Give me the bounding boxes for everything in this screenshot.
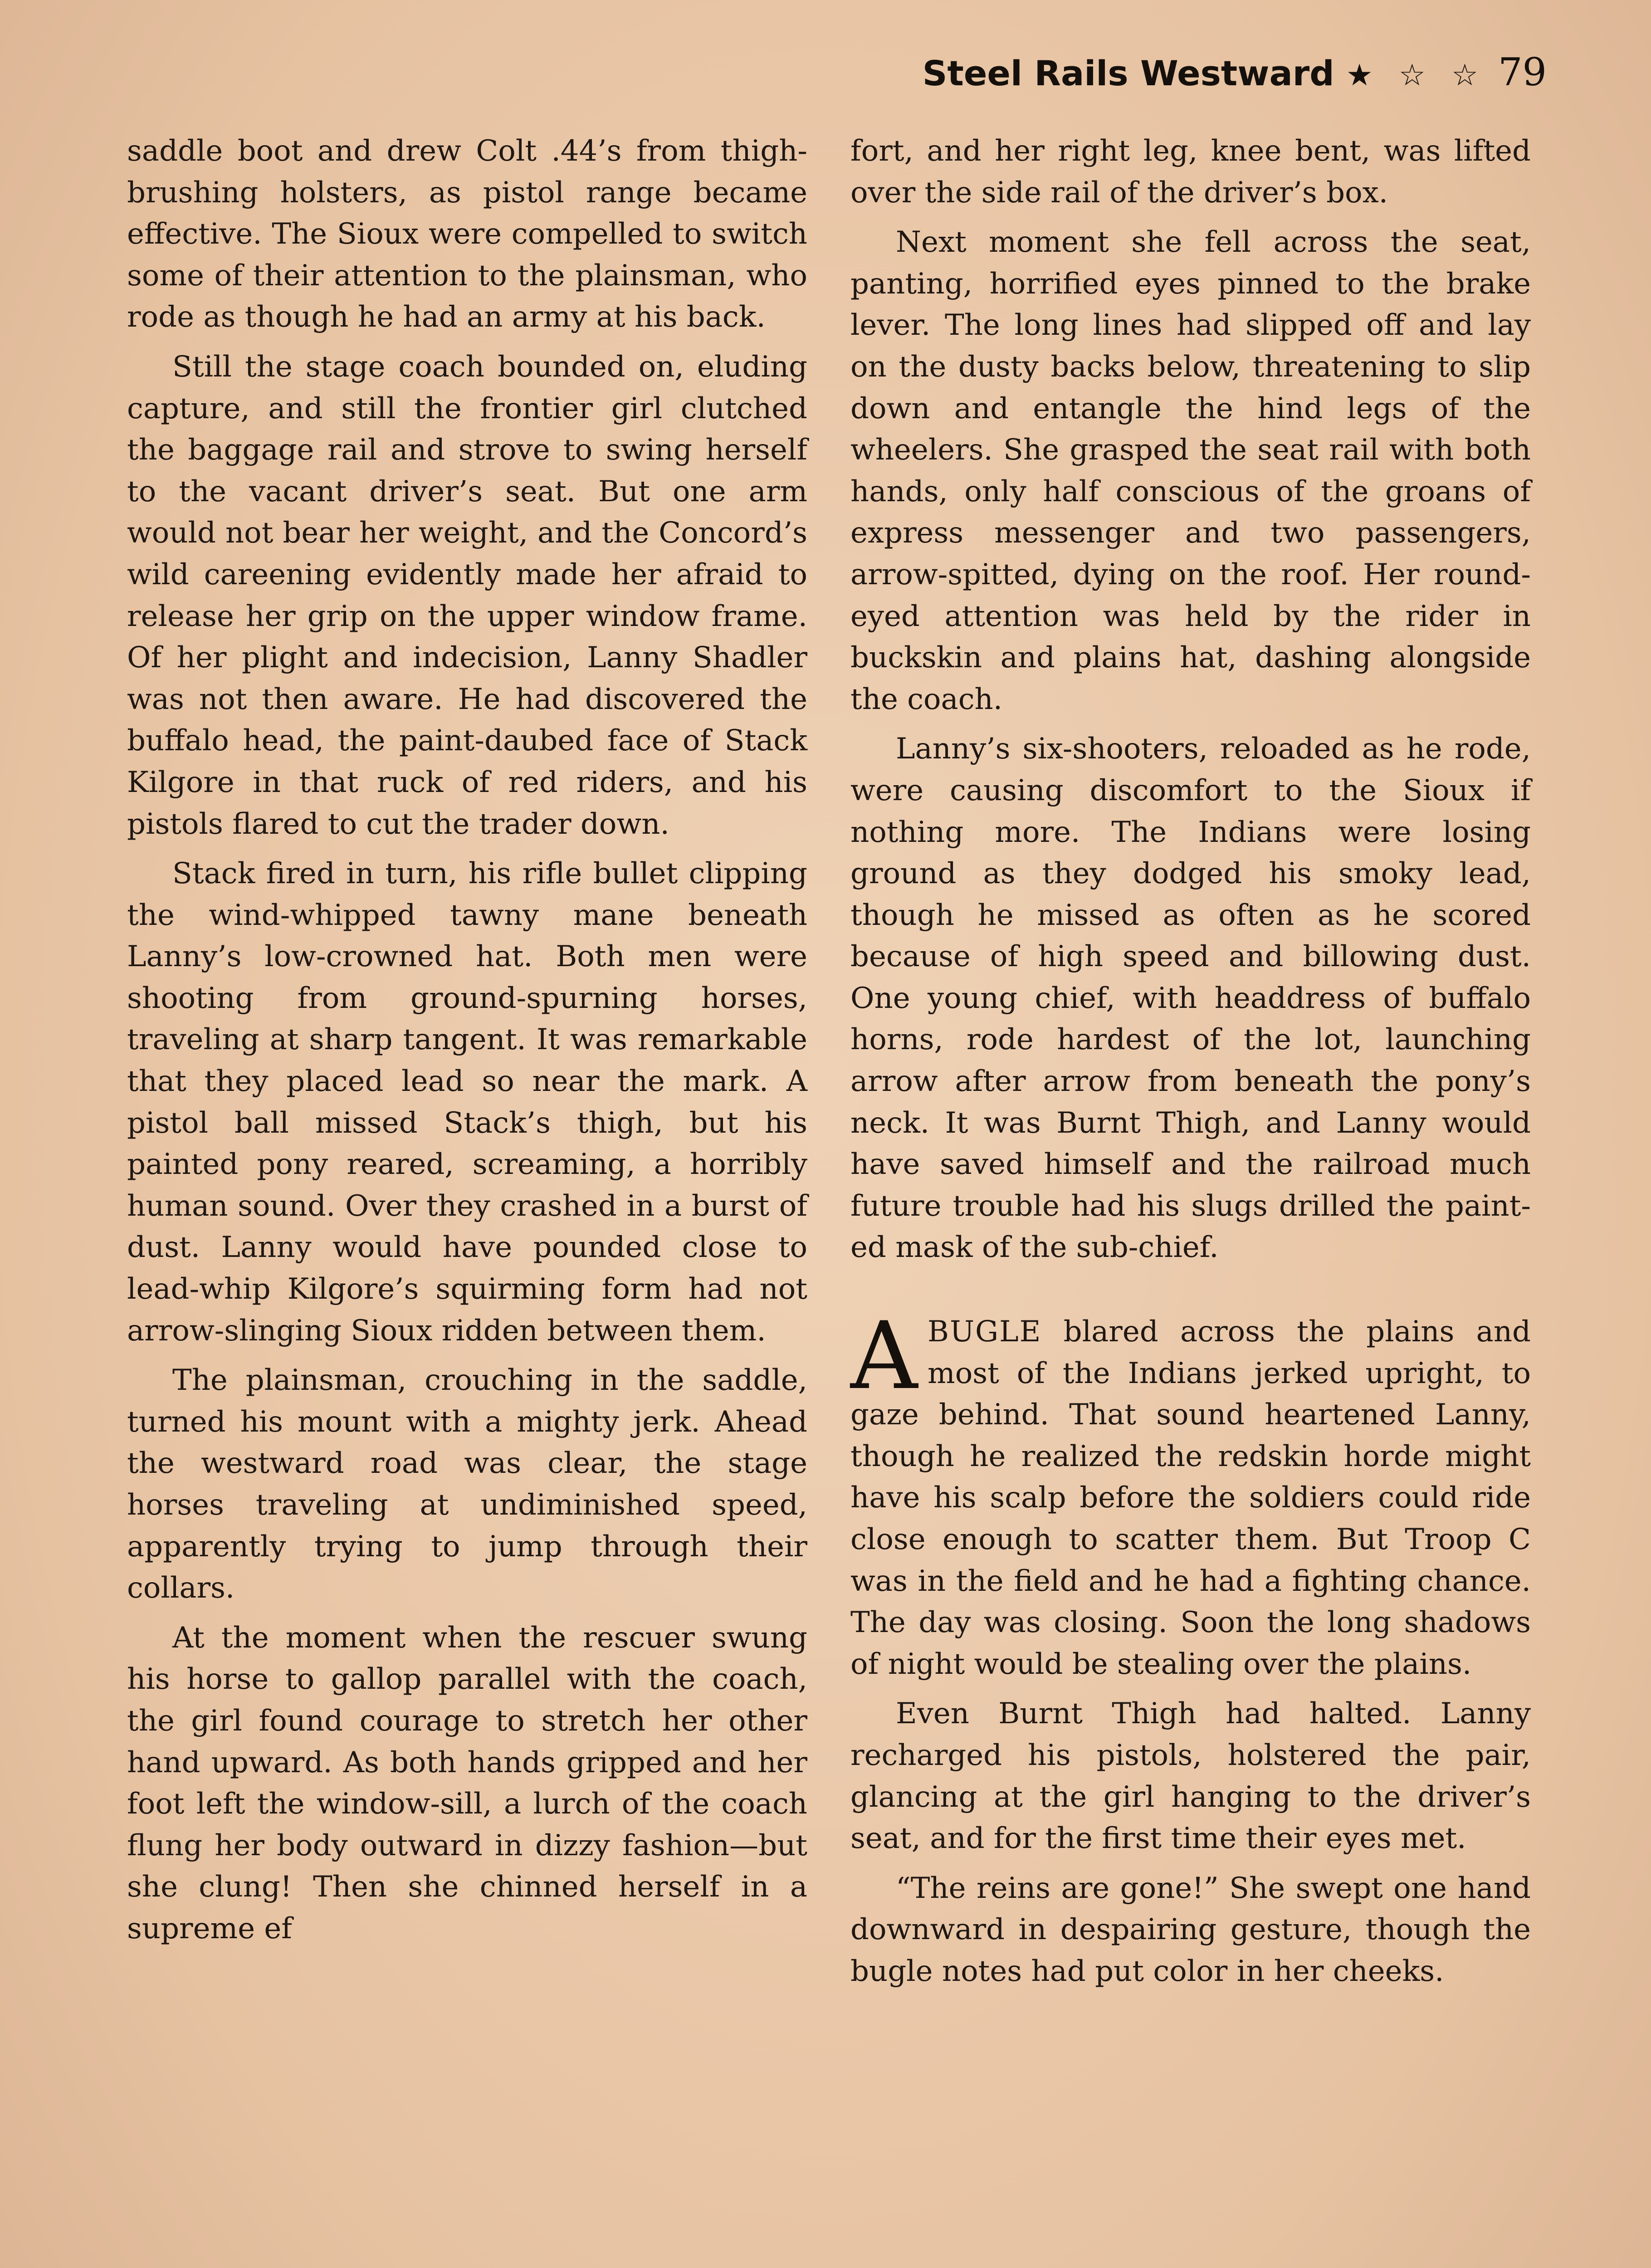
paragraph: fort, and her right leg, knee bent, was lifted over the side rail of the driver’s box.: [850, 134, 1531, 210]
dropcap-paragraph: [850, 1302, 1531, 1685]
dropcap-paragraph-text: blared across the plains and most of the Indians jerked upright, to gaze behind. That sound heartened Lanny, though he realized the redskin horde might have his scalp before the soldiers could ride close enough to scatter them. But Troop C was in the field and he had a fighting chance. The day was closing. Soon the long shadows of night would be stealing over the plains.: [850, 1315, 1531, 1681]
star-ornament-icon: ★ ☆ ☆: [1346, 58, 1487, 93]
right-text-column: [850, 131, 1531, 2001]
paragraph: saddle boot and drew Colt .44’s from thigh-brushing holsters, as pistol range became effective. The Sioux were compelled to switch some of their attention to the plainsman, who rode as though he had an army at his back.: [127, 134, 807, 334]
section-break: [850, 1277, 1531, 1311]
paragraph: At the moment when the rescuer swung his horse to gallop parallel with the coach, the girl found courage to stretch her other hand upward. As both hands gripped and her foot left the window-sill, a lurch of the coach flung her body outward in dizzy fashion—but she clung! Then she chinned herself in a supreme ef: [127, 1621, 807, 1945]
drop-cap-lead-word: BUGLE: [928, 1315, 1042, 1349]
page-number: 79: [1498, 50, 1547, 94]
paragraph: Lanny’s six-shooters, reloaded as he rode, were causing discomfort to the Sioux if nothing more. The Indians were losing ground as they dodged his smoky lead, though he missed as often as he scored because of high speed and billowing dust. One young chief, with headdress of buffalo horns, rode hardest of the lot, launching arrow after arrow from beneath the pony’s neck. It was Burnt Thigh, and Lanny would have saved himself and the railroad much future trouble had his slugs drilled the painted mask of the sub-chief.: [850, 732, 1531, 1265]
paragraph: Stack fired in turn, his rifle bullet clipping the wind-whipped tawny mane beneath Lanny’s low-crowned hat. Both men were shooting from ground-spurning horses, traveling at sharp tangent. It was remarkable that they placed lead so near the mark. A pistol ball missed Stack’s thigh, but his painted pony reared, screaming, a horribly human sound. Over they crashed in a burst of dust. Lanny would have pounded close to lead-whip Kilgore’s squirming form had not arrow-slinging Sioux ridden between them.: [127, 857, 807, 1348]
paragraph: Next moment she fell across the seat, panting, horrified eyes pinned to the brake lever. The long lines had slipped off and lay on the dusty backs below, threatening to slip down and entangle the hind legs of the wheelers. She grasped the seat rail with both hands, only half conscious of the groans of express messenger and two passengers, arrow-spitted, dying on the roof. Her round-eyed attention was held by the rider in buckskin and plains hat, dashing alongside the coach.: [850, 225, 1531, 716]
story-title: Steel Rails Westward: [922, 53, 1334, 93]
paragraph: Still the stage coach bounded on, eluding capture, and still the frontier girl clutched the baggage rail and strove to swing herself to the vacant driver’s seat. But one arm would not bear her weight, and the Concord’s wild careening evidently made her afraid to release her grip on the upper window frame. Of her plight and indecision, Lanny Shadler was not then aware. He had discovered the buffalo head, the paint-daubed face of Stack Kilgore in that ruck of red riders, and his pistols flared to cut the trader down.: [127, 350, 807, 841]
drop-cap-letter: A: [850, 1302, 918, 1411]
left-text-column: [127, 131, 807, 1958]
running-header: [923, 50, 1547, 94]
paragraph: The plainsman, crouching in the saddle, turned his mount with a mighty jerk. Ahead the westward road was clear, the stage horses traveling at undiminished speed, apparently trying to jump through their collars.: [127, 1364, 807, 1605]
paragraph: Even Burnt Thigh had halted. Lanny recharged his pistols, holstered the pair, glancing at the girl hanging to the driver’s seat, and for the first time their eyes met.: [850, 1697, 1531, 1856]
paragraph: “The reins are gone!” She swept one hand downward in despairing gesture, though the bugle notes had put color in her cheeks.: [850, 1871, 1531, 1988]
